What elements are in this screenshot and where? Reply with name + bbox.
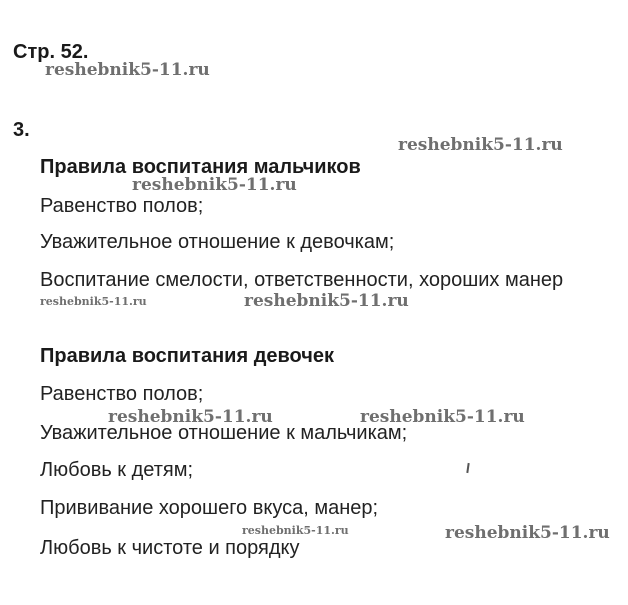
watermark: reshebnik5-11.ru <box>398 135 563 155</box>
watermark: reshebnik5-11.ru <box>108 407 273 427</box>
page-label: Стр. 52. <box>13 41 89 63</box>
boys-rule-1: Равенство полов; <box>40 195 204 217</box>
task-number: 3. <box>13 119 30 141</box>
watermark: reshebnik5-11.ru <box>244 291 409 311</box>
boys-heading: Правила воспитания мальчиков <box>40 156 361 178</box>
stray-mark <box>466 463 469 473</box>
watermark: reshebnik5-11.ru <box>45 60 210 80</box>
girls-heading: Правила воспитания девочек <box>40 345 335 367</box>
watermark: reshebnik5-11.ru <box>360 407 525 427</box>
watermark: reshebnik5-11.ru <box>40 295 147 308</box>
watermark: reshebnik5-11.ru <box>445 523 610 543</box>
girls-rule-5: Любовь к чистоте и порядку <box>40 537 300 559</box>
boys-rule-3: Воспитание смелости, ответственности, хороших манер <box>40 269 564 291</box>
girls-rule-3: Любовь к детям; <box>40 459 194 481</box>
watermark: reshebnik5-11.ru <box>132 175 297 195</box>
girls-rule-4: Прививание хорошего вкуса, манер; <box>40 497 379 519</box>
girls-rule-1: Равенство полов; <box>40 383 204 405</box>
watermark: reshebnik5-11.ru <box>242 524 349 537</box>
girls-rule-2: Уважительное отношение к мальчикам; <box>40 422 408 444</box>
boys-rule-2: Уважительное отношение к девочкам; <box>40 231 395 253</box>
